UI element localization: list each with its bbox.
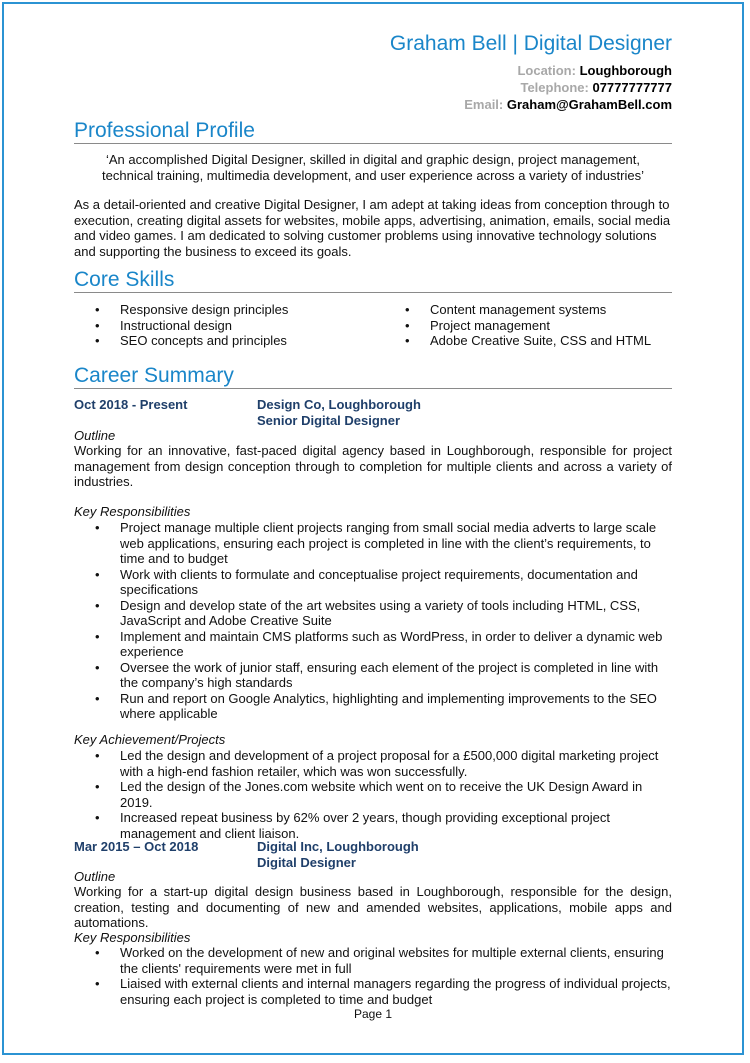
outline-label: Outline (74, 869, 116, 884)
company-name: Design Co, Loughborough (257, 397, 421, 412)
profile-quote: ‘An accomplished Digital Designer, skilled in digital and graphic design, project management, technical training, multimedia development, and user experience across a variety of industries’ (102, 152, 644, 183)
contact-block (464, 62, 672, 113)
list-item: • Oversee the work of junior staff, ensuring each element of the project is completed in line with the company’s high standards (74, 660, 672, 691)
job-position: Digital Designer (257, 854, 356, 870)
job-dates: Oct 2018 - Present (74, 397, 188, 412)
skill-item: • Project management (384, 318, 684, 334)
skills-left-column (74, 302, 374, 349)
contact-telephone (464, 79, 672, 96)
company-name: Digital Inc, Loughborough (257, 839, 419, 854)
contact-value: 07777777777 (592, 80, 672, 95)
list-item: • Design and develop state of the art websites using a variety of tools including HTML, CSS, JavaScript and Adobe Creative Suite (74, 598, 672, 629)
cv-page (2, 2, 744, 1055)
achievements-label: Key Achievement/Projects (74, 732, 226, 747)
job-company (257, 839, 419, 870)
contact-value: Graham@GrahamBell.com (506, 97, 672, 112)
list-item: • Led the design of the Jones.com website which went on to receive the UK Design Award in 2019. (74, 779, 672, 810)
achievements-list (74, 748, 672, 841)
responsibilities-label: Key Responsibilities (74, 504, 191, 519)
list-item: • Project manage multiple client projects ranging from small social media adverts to large scale web applications, ensuring each project is completed in line with the client’s requirements, to time and to budget (74, 520, 672, 567)
responsibilities-list (74, 945, 672, 1007)
list-item: • Liaised with external clients and internal managers regarding the progress of individual projects, ensuring each project is completed to time and budget (74, 976, 672, 1007)
job-dates: Mar 2015 – Oct 2018 (74, 839, 199, 854)
contact-label: Email: (464, 97, 504, 112)
page-number: Page 1 (353, 1007, 393, 1021)
list-item: • Increased repeat business by 62% over 2 years, though providing exceptional project management and client liaison. (74, 810, 672, 841)
job-outline: Working for a start-up digital design business based in Loughborough, responsible for the design, creation, testing and documenting of new and amended websites, applications, mobile apps and automations. (74, 884, 672, 930)
responsibilities-label: Key Responsibilities (74, 930, 191, 945)
contact-email (464, 96, 672, 113)
contact-label: Telephone: (520, 80, 589, 95)
job-company (257, 397, 421, 428)
profile-body: As a detail-oriented and creative Digital Designer, I am adept at taking ideas from conception through to execution, creating digital assets for websites, mobile apps, advertising, animation, emails, social media and video games. I am dedicated to solving customer problems using innovative technology solutions and supporting the business to exceed its goals. (74, 197, 671, 259)
skill-item: • Content management systems (384, 302, 684, 318)
list-item: • Run and report on Google Analytics, highlighting and implementing improvements to the SEO where applicable (74, 691, 672, 722)
list-item: • Worked on the development of new and original websites for multiple external clients, ensuring the clients' requirements were met in full (74, 945, 672, 976)
list-item: • Implement and maintain CMS platforms such as WordPress, in order to deliver a dynamic web experience (74, 629, 672, 660)
skill-item: • Responsive design principles (74, 302, 374, 318)
responsibilities-list (74, 520, 672, 722)
list-item: • Work with clients to formulate and conceptualise project requirements, documentation and specifications (74, 567, 672, 598)
contact-location (464, 62, 672, 79)
section-title-skills: Core Skills (74, 268, 672, 293)
skills-right-column (384, 302, 684, 349)
contact-label: Location: (517, 63, 576, 78)
section-title-profile: Professional Profile (74, 119, 672, 144)
job-position: Senior Digital Designer (257, 412, 401, 428)
list-item: • Led the design and development of a project proposal for a £500,000 digital marketing project with a high-end fashion retailer, which was won successfully. (74, 748, 672, 779)
skill-item: • SEO concepts and principles (74, 333, 374, 349)
job-outline: Working for an innovative, fast-paced digital agency based in Loughborough, responsible for project management from design conception through to completion for multiple clients and across a variety of industries. (74, 443, 672, 489)
section-title-career: Career Summary (74, 364, 672, 389)
contact-value: Loughborough (579, 63, 672, 78)
candidate-name: Graham Bell | Digital Designer (389, 32, 672, 55)
skill-item: • Adobe Creative Suite, CSS and HTML (384, 333, 684, 349)
skill-item: • Instructional design (74, 318, 374, 334)
outline-label: Outline (74, 428, 116, 443)
